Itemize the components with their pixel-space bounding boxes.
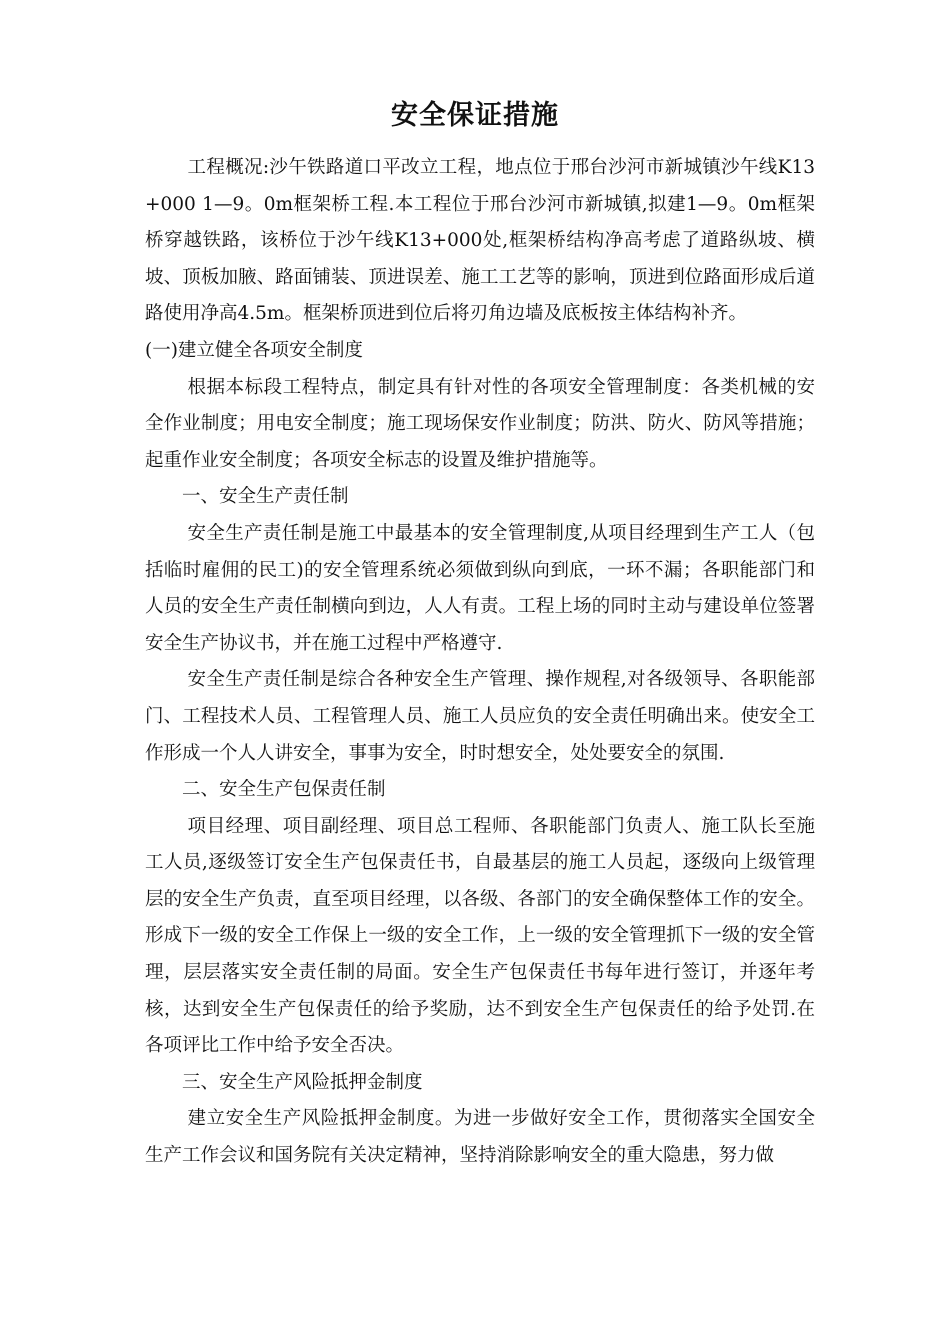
document-body [145, 150, 815, 1175]
paragraph-guarantee: 项目经理、项目副经理、项目总工程师、各职能部门负责人、施工队长至施工人员,逐级签订安全生产包保责任书，自最基层的施工人员起，逐级向上级管理层的安全生产负责，直至项目经理，以各级、各部门的安全确保整体工作的安全。形成下一级的安全工作保上一级的安全工作，上一级的安全管理抓下一级的安全管理，层层落实安全责任制的局面。安全生产包保责任书每年进行签订，并逐年考核，达到安全生产包保责任的给予奖励，达不到安全生产包保责任的给予处罚.在各项评比工作中给予安全否决。 [145, 815, 815, 1057]
heading-deposit-system: 三、安全生产风险抵押金制度 [182, 1071, 423, 1093]
paragraph-deposit: 建立安全生产风险抵押金制度。为进一步做好安全工作，贯彻落实全国安全生产工作会议和国务院有关决定精神，坚持消除影响安全的重大隐患，努力做 [145, 1108, 815, 1167]
heading-section-1: (一)建立健全各项安全制度 [145, 339, 363, 361]
heading-guarantee-system: 二、安全生产包保责任制 [182, 779, 386, 801]
document-title: 安全保证措施 [391, 100, 559, 131]
paragraph-responsibility-1: 安全生产责任制是施工中最基本的安全管理制度,从项目经理到生产工人（包括临时雇佣的民工)的安全管理系统必须做到纵向到底，一环不漏；各职能部门和人员的安全生产责任制横向到边，人人有责。工程上场的同时主动与建设单位签署安全生产协议书，并在施工过程中严格遵守. [145, 522, 815, 654]
paragraph-responsibility-2: 安全生产责任制是综合各种安全生产管理、操作规程,对各级领导、各职能部门、工程技术人员、工程管理人员、施工人员应负的安全责任明确出来。使安全工作形成一个人人讲安全，事事为安全，时时想安全，处处要安全的氛围. [145, 669, 815, 764]
paragraph-safety-systems: 根据本标段工程特点，制定具有针对性的各项安全管理制度：各类机械的安全作业制度；用电安全制度；施工现场保安作业制度；防洪、防火、防风等措施；起重作业安全制度；各项安全标志的设置及维护措施等。 [145, 376, 815, 471]
paragraph-project-overview: 工程概况:沙午铁路道口平改立工程，地点位于邢台沙河市新城镇沙午线K13+000 1—9。0m框架桥工程.本工程位于邢台沙河市新城镇,拟建1—9。0m框架桥穿越铁路，该桥位于沙午线K13+000处,框架桥结构净高考虑了道路纵坡、横坡、顶板加腋、路面铺装、顶进误差、施工工艺等的影响，顶进到位路面形成后道路使用净高4.5m。框架桥顶进到位后将刃角边墙及底板按主体结构补齐。 [145, 157, 815, 325]
heading-responsibility-system: 一、安全生产责任制 [182, 486, 349, 508]
